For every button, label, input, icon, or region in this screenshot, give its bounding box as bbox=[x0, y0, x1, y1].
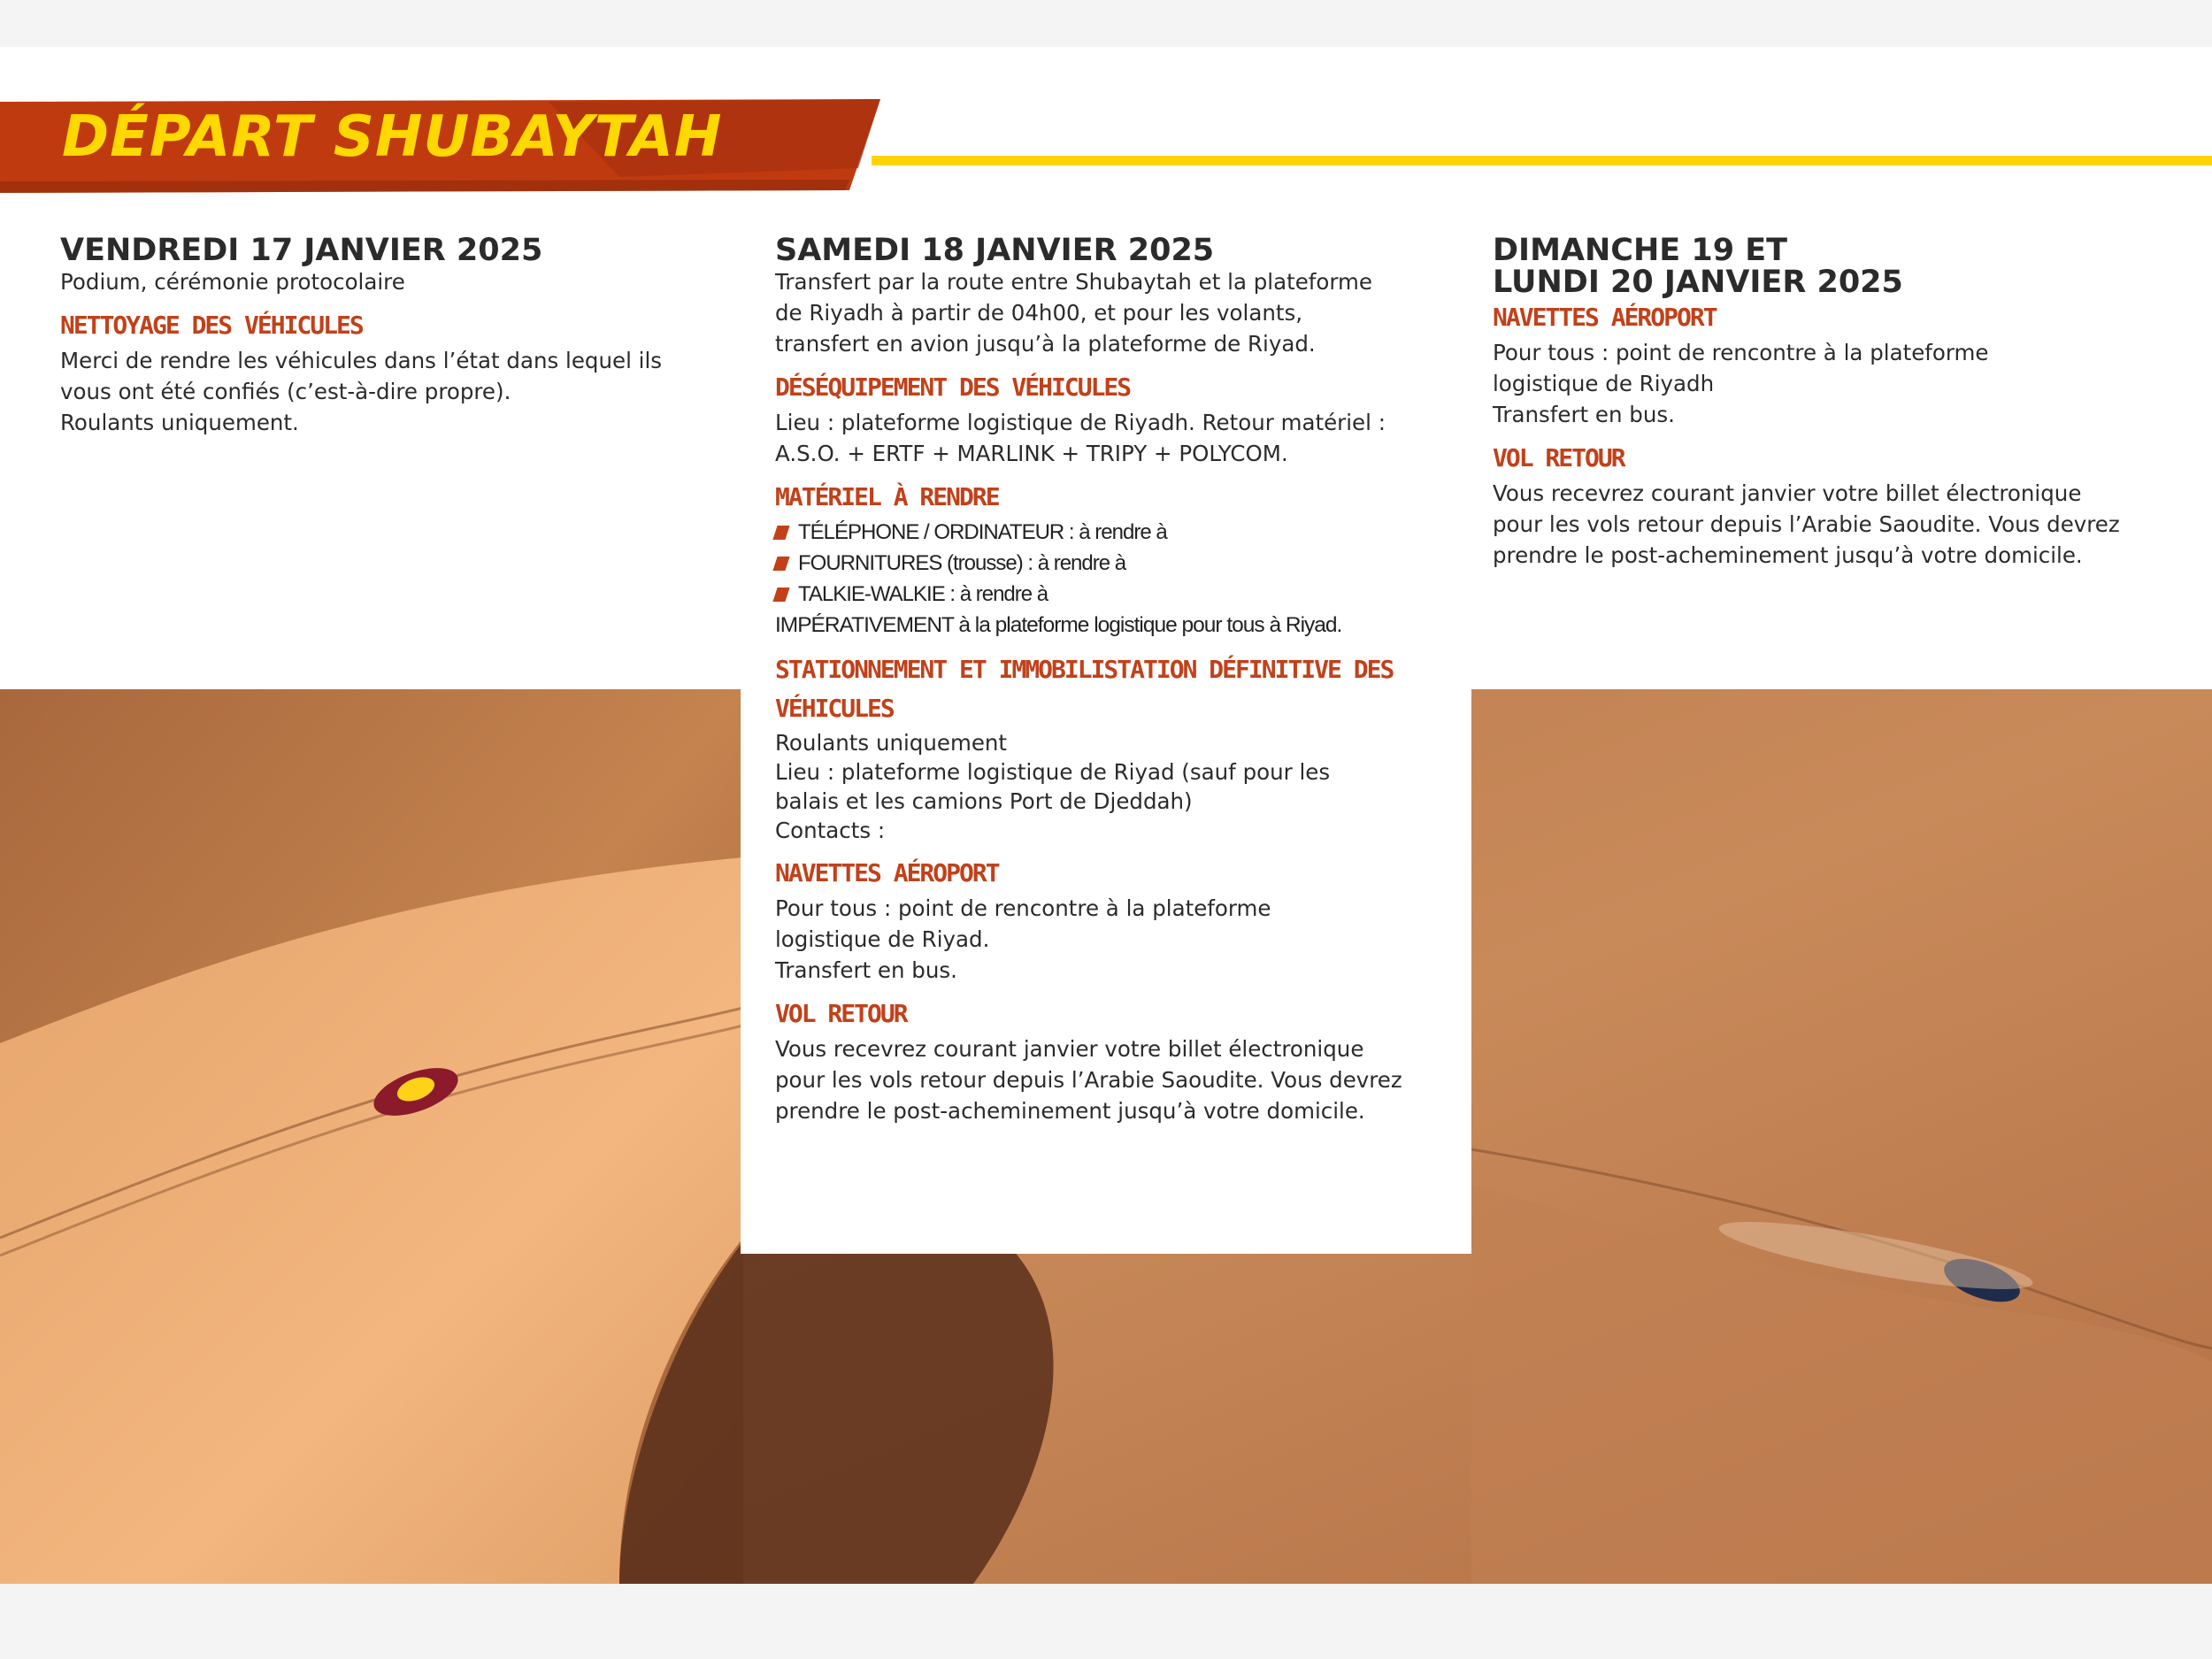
section-title-cleaning: NETTOYAGE DES VÉHICULES bbox=[60, 311, 363, 340]
text-line: transfert en avion jusqu’à la plateforme de Riyad. bbox=[775, 331, 1316, 357]
section-title-return-flight: VOL RETOUR bbox=[1493, 443, 1624, 472]
text-line: A.S.O. + ERTF + MARLINK + TRIPY + POLYCOM. bbox=[775, 441, 1288, 466]
day-heading-cont: LUNDI 20 JANVIER 2025 bbox=[1493, 265, 1903, 300]
text-line: Contacts : bbox=[775, 818, 886, 843]
text-line: pour les vols retour depuis l’Arabie Saoudite. Vous devrez bbox=[775, 1067, 1402, 1093]
material-note: IMPÉRATIVEMENT à la plateforme logistique pour tous à Riyad. bbox=[775, 613, 1342, 637]
text-line: Vous recevrez courant janvier votre billet électronique bbox=[775, 1036, 1364, 1062]
text-line: prendre le post-acheminement jusqu’à votre domicile. bbox=[1493, 542, 2083, 568]
text-line: Transfert par la route entre Shubaytah et la plateforme bbox=[775, 269, 1372, 295]
column-sunday-monday bbox=[1493, 234, 2183, 571]
list-item: TÉLÉPHONE / ORDINATEUR : à rendre à bbox=[775, 517, 1474, 548]
section-title-unequip: DÉSÉQUIPEMENT DES VÉHICULES bbox=[775, 373, 1131, 402]
title-banner bbox=[0, 0, 894, 204]
bullet-icon bbox=[772, 526, 789, 540]
column-friday bbox=[60, 234, 719, 438]
text-line: vous ont été confiés (c’est-à-dire propre). bbox=[60, 379, 511, 404]
text-line: de Riyadh à partir de 04h00, et pour les volants, bbox=[775, 300, 1303, 326]
text-line: pour les vols retour depuis l’Arabie Saoudite. Vous devrez bbox=[1493, 511, 2120, 537]
text-line: logistique de Riyadh bbox=[1493, 371, 1715, 396]
list-item: TALKIE-WALKIE : à rendre à bbox=[775, 579, 1474, 610]
list-item: FOURNITURES (trousse) : à rendre à bbox=[775, 548, 1474, 579]
material-list bbox=[775, 517, 1474, 610]
column-saturday bbox=[775, 234, 1474, 1126]
day-heading: SAMEDI 18 JANVIER 2025 bbox=[775, 233, 1215, 268]
text-line: Roulants uniquement. bbox=[60, 410, 299, 435]
section-title-return-flight: VOL RETOUR bbox=[775, 999, 907, 1028]
text-line: Vous recevrez courant janvier votre billet électronique bbox=[1493, 480, 2082, 506]
text-line: Lieu : plateforme logistique de Riyad (sauf pour les bbox=[775, 759, 1331, 785]
banner-underline bbox=[872, 156, 2212, 165]
day-heading: VENDREDI 17 JANVIER 2025 bbox=[60, 233, 543, 268]
text-line: Lieu : plateforme logistique de Riyadh. Retour matériel : bbox=[775, 410, 1386, 435]
text-line: Roulants uniquement bbox=[775, 730, 1008, 756]
page-title: DÉPART SHUBAYTAH bbox=[62, 104, 723, 170]
section-title-parking-cont: VÉHICULES bbox=[775, 694, 894, 723]
text-line: balais et les camions Port de Djeddah) bbox=[775, 788, 1193, 814]
text-line: Merci de rendre les véhicules dans l’état dans lequel ils bbox=[60, 348, 663, 373]
section-title-return-material: MATÉRIEL À RENDRE bbox=[775, 482, 999, 511]
bottom-margin-strip bbox=[0, 1584, 2212, 1659]
day-text: Podium, cérémonie protocolaire bbox=[60, 269, 405, 295]
section-title-parking: STATIONNEMENT ET IMMOBILISTATION DÉFINITIVE DES bbox=[775, 655, 1394, 684]
section-title-airport-shuttle: NAVETTES AÉROPORT bbox=[775, 858, 999, 887]
text-line: prendre le post-acheminement jusqu’à votre domicile. bbox=[775, 1098, 1365, 1124]
bullet-icon bbox=[772, 588, 789, 602]
section-title-airport-shuttle: NAVETTES AÉROPORT bbox=[1493, 303, 1717, 332]
text-line: logistique de Riyad. bbox=[775, 926, 990, 952]
text-line: Transfert en bus. bbox=[775, 957, 957, 983]
day-heading: DIMANCHE 19 ET bbox=[1493, 233, 1788, 268]
text-line: Pour tous : point de rencontre à la plateforme bbox=[1493, 340, 1989, 365]
text-line: Transfert en bus. bbox=[1493, 402, 1675, 427]
bullet-icon bbox=[772, 557, 789, 571]
text-line: Pour tous : point de rencontre à la plateforme bbox=[775, 895, 1271, 921]
